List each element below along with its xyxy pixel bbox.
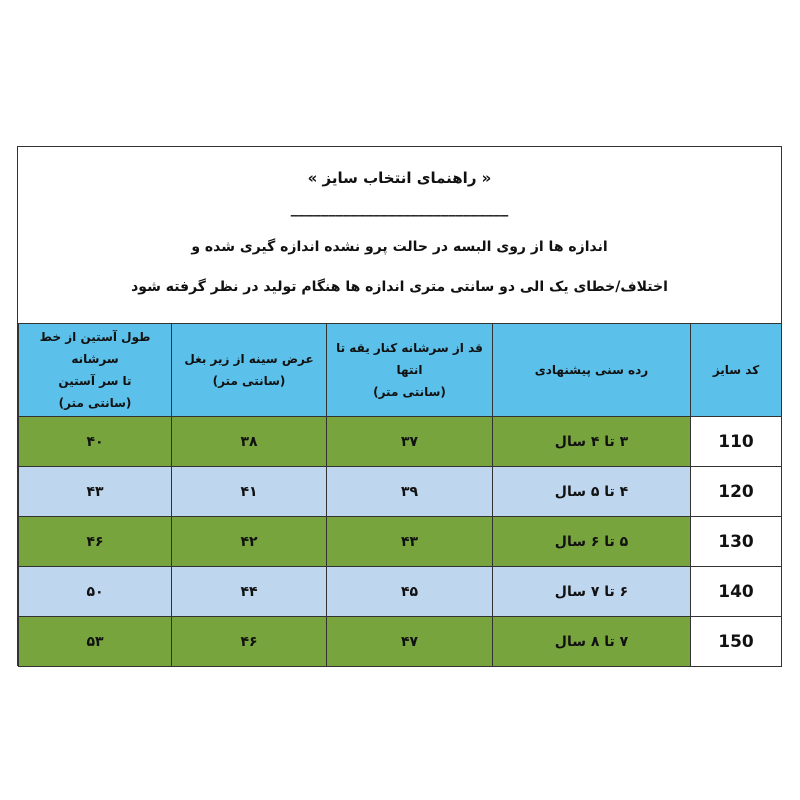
age-cell: ۶ تا ۷ سال — [493, 567, 691, 617]
guide-separator: _____________________________ — [290, 199, 509, 217]
header-sleeve — [19, 324, 172, 417]
header-sleeve-line-3: (سانتی متر) — [58, 396, 132, 410]
sleeve-cell: ۵۳ — [19, 617, 172, 667]
size-guide-card — [17, 146, 782, 666]
header-chest-line-1: عرض سینه از زیر بغل — [184, 352, 314, 366]
table-row — [19, 567, 782, 617]
size-table — [18, 323, 782, 667]
header-chest — [172, 324, 327, 417]
table-row — [19, 417, 782, 467]
length-cell: ۴۷ — [327, 617, 493, 667]
header-length-line-1: قد از سرشانه کنار یقه تا انتها — [336, 341, 483, 377]
length-cell: ۳۷ — [327, 417, 493, 467]
header-sleeve-line-2: تا سر آستین — [58, 374, 132, 388]
header-age-range: رده سنی پیشنهادی — [493, 324, 691, 417]
header-chest-line-2: (سانتی متر) — [212, 374, 286, 388]
size-code-cell: 110 — [691, 417, 782, 467]
age-cell: ۳ تا ۴ سال — [493, 417, 691, 467]
table-row — [19, 617, 782, 667]
chest-cell: ۴۲ — [172, 517, 327, 567]
age-cell: ۴ تا ۵ سال — [493, 467, 691, 517]
size-code-cell: 130 — [691, 517, 782, 567]
chest-cell: ۴۴ — [172, 567, 327, 617]
size-code-cell: 150 — [691, 617, 782, 667]
header-length — [327, 324, 493, 417]
table-row — [19, 467, 782, 517]
age-cell: ۷ تا ۸ سال — [493, 617, 691, 667]
guide-note-line-2: اختلاف/خطای یک الی دو سانتی متری اندازه ها هنگام تولید در نظر گرفته شود — [131, 279, 668, 295]
guide-title: « راهنمای انتخاب سایز » — [307, 169, 492, 187]
header-size-code: کد سایز — [691, 324, 782, 417]
header-sleeve-line-1: طول آستین از خط سرشانه — [39, 330, 151, 366]
length-cell: ۴۳ — [327, 517, 493, 567]
chest-cell: ۴۶ — [172, 617, 327, 667]
length-cell: ۴۵ — [327, 567, 493, 617]
chest-cell: ۳۸ — [172, 417, 327, 467]
table-header-row — [19, 324, 782, 417]
size-code-cell: 140 — [691, 567, 782, 617]
sleeve-cell: ۵۰ — [19, 567, 172, 617]
length-cell: ۳۹ — [327, 467, 493, 517]
sleeve-cell: ۴۰ — [19, 417, 172, 467]
header-length-line-2: (سانتی متر) — [373, 385, 446, 399]
size-code-cell: 120 — [691, 467, 782, 517]
sleeve-cell: ۴۳ — [19, 467, 172, 517]
sleeve-cell: ۴۶ — [19, 517, 172, 567]
chest-cell: ۴۱ — [172, 467, 327, 517]
age-cell: ۵ تا ۶ سال — [493, 517, 691, 567]
guide-note-line-1: اندازه ها از روی البسه در حالت پرو نشده اندازه گیری شده و — [191, 239, 608, 255]
table-row — [19, 517, 782, 567]
